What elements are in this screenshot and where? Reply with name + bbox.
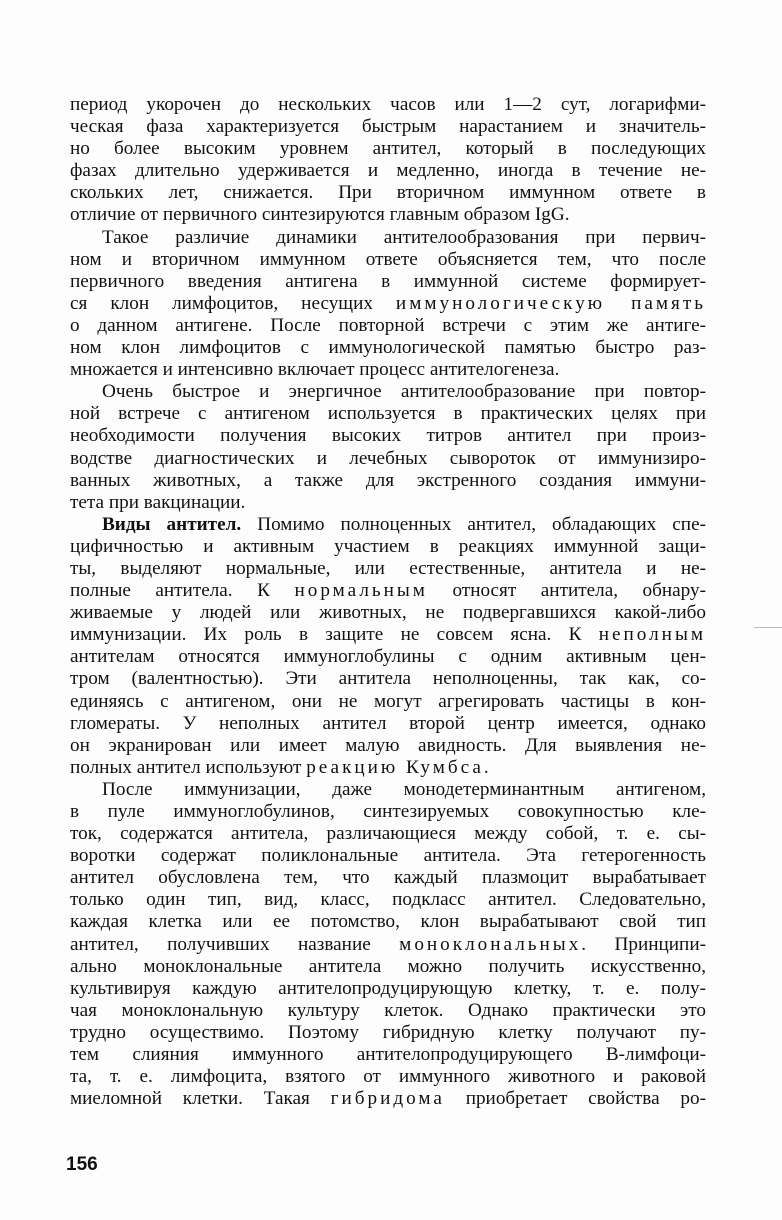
- text-line: воротки содержат поликлональные антитела. Эта гетерогенность: [70, 845, 706, 867]
- text-line: период укорочен до нескольких часов или 1—2 сут, логарифми-: [70, 94, 706, 115]
- text-line: ванных животных, а также для экстренного создания иммуни-: [70, 469, 706, 491]
- text-run: миеломной клетки. Такая: [70, 1088, 331, 1110]
- text-line: [70, 757, 706, 779]
- text-line: цифичностью и активным участием в реакциях иммунной защи-: [70, 535, 706, 557]
- text-line: [70, 514, 706, 536]
- text-run: иммунизации. Их роль в защите не совсем ясна. К: [70, 624, 599, 646]
- text-line: каждая клетка или ее потомство, клон вырабатывают свой тип: [70, 911, 706, 933]
- text-line: единяясь с антигеном, они не могут агрегировать частицы в кон-: [70, 690, 706, 712]
- spaced-term: нормальным: [294, 580, 428, 602]
- text-line: он экранирован или имеет малую авидность. Для выявления не-: [70, 734, 706, 756]
- body-text: [70, 94, 706, 1110]
- spaced-term: иммунологическую память: [395, 292, 706, 314]
- text-line: [70, 624, 706, 646]
- margin-scan-mark: [754, 627, 782, 628]
- text-line: гломераты. У неполных антител второй центр имеется, однако: [70, 712, 706, 734]
- text-line: антителам относятся иммуноглобулины с одним активным цен-: [70, 646, 706, 668]
- text-run: относят антитела, обнару-: [427, 580, 706, 602]
- text-line: антител обусловлена тем, что каждый плазмоцит вырабатывает: [70, 867, 706, 889]
- text-line: ты, выделяют нормальные, или естественные, антитела и не-: [70, 557, 706, 579]
- text-line: но более высоким уровнем антител, который в последующих: [70, 138, 706, 160]
- text-line: отличие от первичного синтезируются главным образом IgG.: [70, 204, 570, 226]
- text-run: . Принципи-: [581, 933, 706, 955]
- text-run: приобретает свойства ро-: [444, 1088, 706, 1110]
- text-line: [70, 934, 706, 956]
- text-line: ально моноклональные антитела можно получить искусственно,: [70, 955, 706, 977]
- text-run: полных антител используют: [70, 756, 307, 778]
- text-line: чая моноклональную культуру клеток. Однако практически это: [70, 999, 706, 1021]
- text-run: антител, получивших название: [70, 933, 400, 955]
- text-line: та, т. е. лимфоцита, взятого от иммунного животного и раковой: [70, 1066, 706, 1088]
- text-line: культивируя каждую антителопродуцирующую клетку, т. е. полу-: [70, 977, 706, 999]
- text-line: множается и интенсивно включает процесс антителогенеза.: [70, 359, 560, 381]
- text-line: фазах длительно удерживается и медленно, иногда в течение не-: [70, 160, 706, 182]
- text-line: первичного введения антигена в иммунной системе формирует-: [70, 270, 706, 292]
- text-line: [70, 293, 706, 315]
- text-line: ток, содержатся антитела, различающиеся между собой, т. е. сы-: [70, 823, 706, 845]
- text-line: тем слияния иммунного антителопродуцирующего В-лимфоци-: [70, 1044, 706, 1066]
- text-line: [70, 580, 706, 602]
- text-line: живаемые у людей или животных, не подвергавшихся какой-либо: [70, 602, 706, 624]
- text-line: ческая фаза характеризуется быстрым нарастанием и значитель-: [70, 116, 706, 138]
- spaced-term: гибридома: [330, 1088, 445, 1110]
- text-line: скольких лет, снижается. При вторичном иммунном ответе в: [70, 182, 706, 204]
- text-line: Очень быстрое и энергичное антителообразование при повтор-: [102, 381, 706, 403]
- text-run: Помимо полноценных антител, обладающих спе-: [241, 513, 706, 535]
- spaced-term: моноклональных: [399, 933, 582, 955]
- spaced-term: неполным: [598, 624, 706, 646]
- spaced-term: реакцию Кумбса: [306, 756, 484, 778]
- text-line: водстве диагностических и лечебных сывороток от иммунизиро-: [70, 447, 706, 469]
- text-line: о данном антигене. После повторной встречи с этим же антиге-: [70, 314, 706, 336]
- text-run: .: [483, 756, 489, 778]
- text-run: ся клон лимфоцитов, несущих: [70, 292, 396, 314]
- text-line: [70, 1088, 706, 1110]
- text-line: Такое различие динамики антителообразования при первич-: [102, 226, 706, 248]
- text-line: ной встрече с антигеном используется в практических целях при: [70, 403, 706, 425]
- text-line: необходимости получения высоких титров антител при произ-: [70, 425, 706, 447]
- text-line: тета при вакцинации.: [70, 491, 246, 513]
- text-line: ном и вторичном иммунном ответе объясняется тем, что после: [70, 248, 706, 270]
- page-number: 156: [66, 1154, 98, 1175]
- text-run: полные антитела. К: [70, 580, 295, 602]
- text-line: После иммунизации, даже монодетерминантным антигеном,: [102, 778, 706, 800]
- text-line: ном клон лимфоцитов с иммунологической памятью быстро раз-: [70, 337, 706, 359]
- text-line: трудно осуществимо. Поэтому гибридную клетку получают пу-: [70, 1021, 706, 1043]
- text-line: тром (валентностью). Эти антитела неполноценны, так как, со-: [70, 668, 706, 690]
- text-line: в пуле иммуноглобулинов, синтезируемых совокупностью кле-: [70, 801, 706, 822]
- text-line: только один тип, вид, класс, подкласс антител. Следовательно,: [70, 889, 706, 911]
- run-in-heading: Виды антител.: [102, 513, 242, 535]
